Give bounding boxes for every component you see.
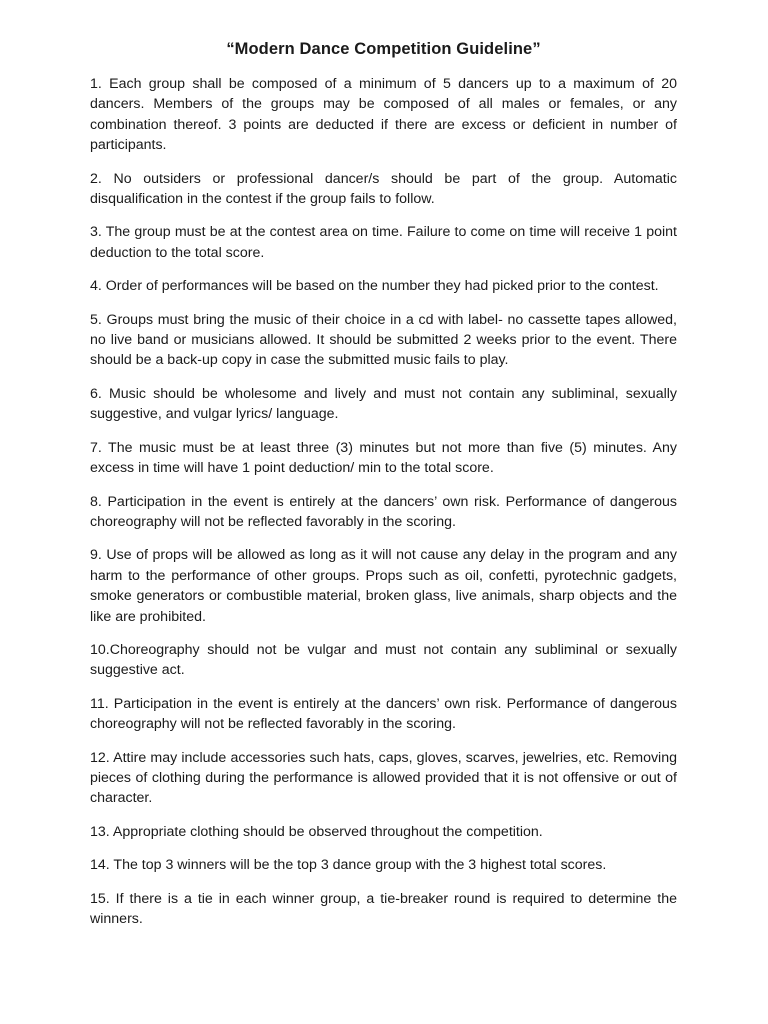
rule-1: 1. Each group shall be composed of a minimum of 5 dancers up to a maximum of 20 dancers. Members of the groups may be composed of all males or females, or any combination thereof. 3 points are deducted if there are excess or deficient in number of participants. — [90, 76, 677, 154]
rules-list — [90, 74, 677, 929]
rule-3: 3. The group must be at the contest area on time. Failure to come on time will receive 1 point deduction to the total score. — [90, 224, 677, 261]
rule-4: 4. Order of performances will be based on the number they had picked prior to the contest. — [90, 278, 659, 295]
rule-7: 7. The music must be at least three (3) minutes but not more than five (5) minutes. Any excess in time will have 1 point deduction/ min to the total score. — [90, 439, 677, 477]
rule-10: 10.Choreography should not be vulgar and must not contain any subliminal or sexually suggestive act. — [90, 641, 677, 679]
document-title: “Modern Dance Competition Guideline” — [226, 40, 541, 58]
rule-8: 8. Participation in the event is entirely at the dancers’ own risk. Performance of dangerous choreography will not be reflected favorably in the scoring. — [90, 493, 677, 530]
rule-2: 2. No outsiders or professional dancer/s should be part of the group. Automatic disqualification in the contest if the group fails to follow. — [90, 170, 677, 208]
document-page — [90, 38, 677, 942]
rule-6: 6. Music should be wholesome and lively and must not contain any subliminal, sexually suggestive, and vulgar lyrics/ language. — [90, 385, 677, 423]
rule-14: 14. The top 3 winners will be the top 3 dance group with the 3 highest total scores. — [90, 857, 607, 874]
rule-9: 9. Use of props will be allowed as long as it will not cause any delay in the program and any harm to the performance of other groups. Props such as oil, confetti, pyrotechnic gadgets, smoke generators or combustible material, broken glass, live animals, sharp objects and the like are prohibited. — [90, 547, 677, 625]
rule-12: 12. Attire may include accessories such hats, caps, gloves, scarves, jewelries, etc. Removing pieces of clothing during the performance is allowed provided that it is not offensive or out of character. — [90, 749, 677, 807]
rule-15: 15. If there is a tie in each winner group, a tie-breaker round is required to determine the winners. — [90, 890, 677, 927]
rule-13: 13. Appropriate clothing should be observed throughout the competition. — [90, 823, 543, 840]
rule-11: 11. Participation in the event is entirely at the dancers’ own risk. Performance of dangerous choreography will not be reflected favorably in the scoring. — [90, 695, 677, 733]
rule-5: 5. Groups must bring the music of their choice in a cd with label- no cassette tapes allowed, no live band or musicians allowed. It should be submitted 2 weeks prior to the event. There should be a back-up copy in case the submitted music fails to play. — [90, 311, 677, 369]
